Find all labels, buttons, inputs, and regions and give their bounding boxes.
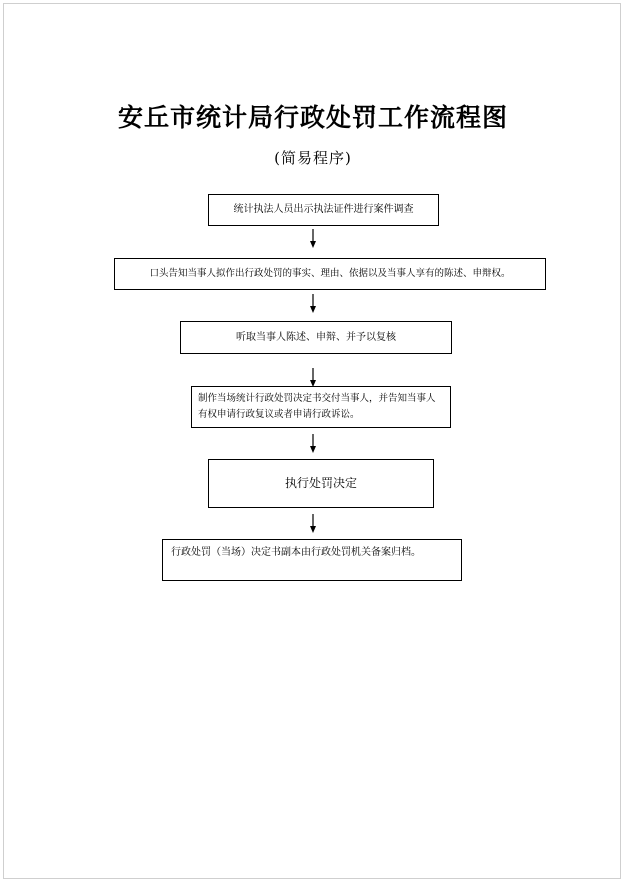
step-label-archive: 行政处罚（当场）决定书副本由行政处罚机关备案归档。 bbox=[171, 547, 421, 558]
step-box-notify bbox=[114, 258, 546, 290]
step-label-execute: 执行处罚决定 bbox=[284, 475, 357, 490]
step-box-archive bbox=[162, 539, 462, 581]
page-subtitle: (简易程序) bbox=[274, 149, 352, 167]
step-label-investigation: 统计执法人员出示执法证件进行案件调查 bbox=[233, 204, 414, 215]
down-arrow-icon bbox=[308, 368, 318, 388]
step-box-hearing bbox=[180, 321, 452, 354]
step-label-hearing: 听取当事人陈述、申辩、并予以复核 bbox=[236, 331, 396, 343]
step-box-execute bbox=[208, 459, 434, 508]
step-label-decision: 制作当场统计行政处罚决定书交付当事人，并告知当事人有权申请行政复议或者申请行政诉讼。 bbox=[198, 392, 436, 420]
page-title: 安丘市统计局行政处罚工作流程图 bbox=[117, 103, 508, 132]
down-arrow-icon bbox=[308, 514, 318, 534]
down-arrow-icon bbox=[308, 294, 318, 314]
step-label-notify: 口头告知当事人拟作出行政处罚的事实、理由、依据以及当事人享有的陈述、申辩权。 bbox=[149, 268, 511, 280]
down-arrow-icon bbox=[308, 434, 318, 454]
step-box-decision bbox=[191, 386, 451, 428]
down-arrow-icon bbox=[308, 229, 318, 249]
step-box-investigation bbox=[208, 194, 439, 226]
